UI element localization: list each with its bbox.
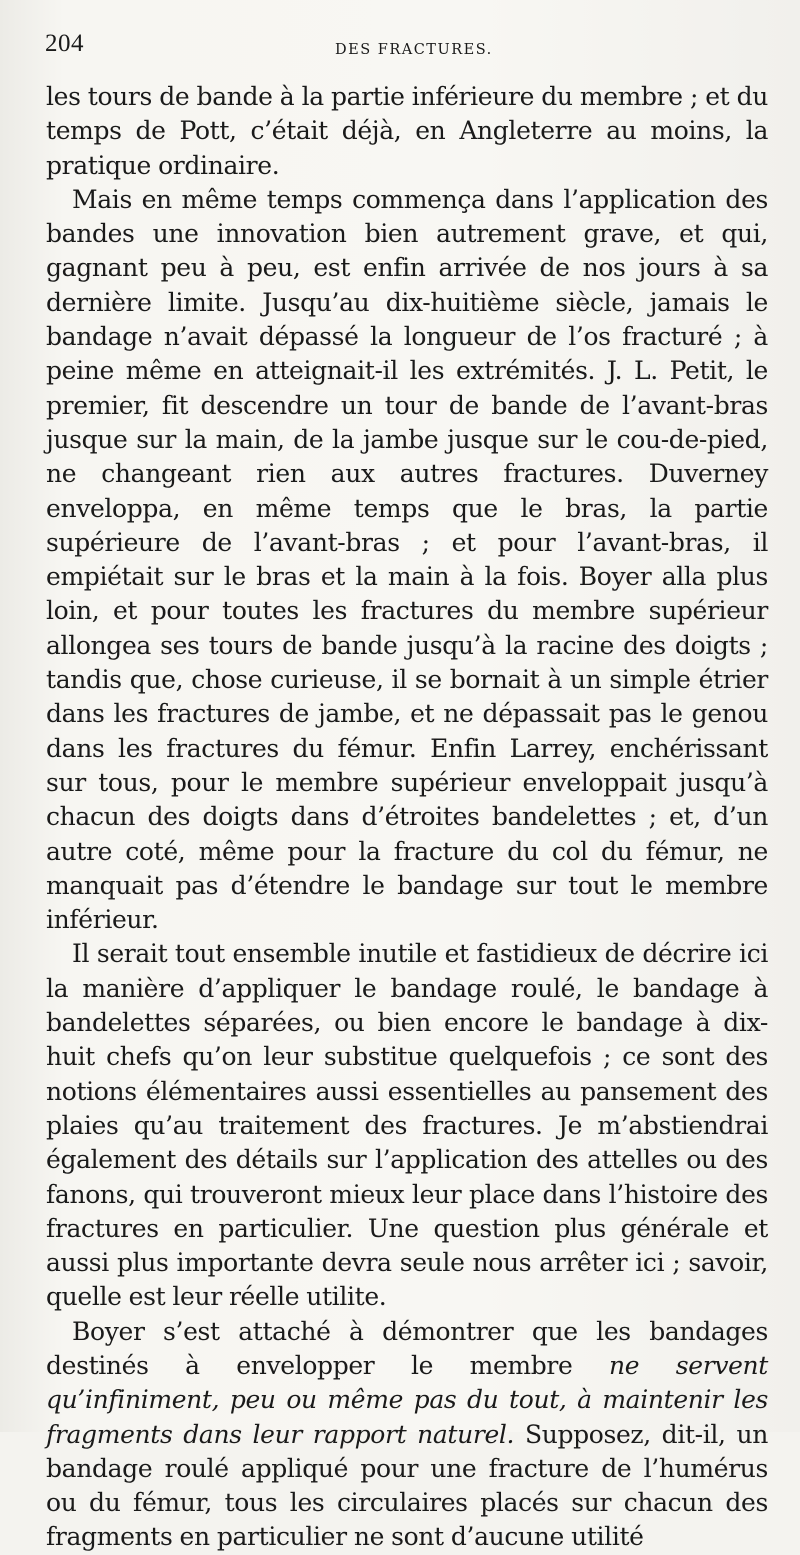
running-head: DES FRACTURES.: [335, 42, 493, 58]
paragraph-2: Mais en même temps commença dans l’application des bandes une innovation bien autrement grave, et qui, gagnant peu à peu, est enfin arrivée de nos jours à sa dernière limite. Jusqu’au dix-huitième siècle, jamais le bandage n’avait dépassé la longueur de l’os fracturé ; à peine même en atteignait-il les extrémités. J. L. Petit, le premier, fit descendre un tour de bande de l’avant-bras jusque sur la main, de la jambe jusque sur le cou-de-pied, ne changeant rien aux autres fractures. Duverney enveloppa, en même temps que le bras, la partie supérieure de l’avant-bras ; et pour l’avant-bras, il empiétait sur le bras et la main à la fois. Boyer alla plus loin, et pour toutes les fractures du membre supérieur allongea ses tours de bande jusqu’à la racine des doigts ; tandis que, chose curieuse, il se bornait à un simple étrier dans les fractures de jambe, et ne dépassait pas le genou dans les fractures du fémur. Enfin Larrey, enchérissant sur tous, pour le membre supérieur enveloppait jusqu’à chacun des doigts dans d’étroites bandelettes ; et, d’un autre coté, même pour la fracture du col du fémur, ne manquait pas d’étendre le bandage sur tout le membre inférieur.: [46, 184, 768, 935]
page-number: 204: [45, 30, 84, 57]
paragraph-3: Il serait tout ensemble inutile et fastidieux de décrire ici la manière d’appliquer le bandage roulé, le bandage à bandelettes séparées, ou bien encore le bandage à dix-huit chefs qu’on leur substitue quelquefois ; ce sont des notions élémentaires aussi essentielles au pansement des plaies qu’au traitement des fractures. Je m’abstiendrai également des détails sur l’application des attelles ou des fanons, qui trouveront mieux leur place dans l’histoire des fractures en particulier. Une question plus générale et aussi plus importante devra seule nous arrêter ici ; savoir, quelle est leur réelle utilite.: [46, 939, 768, 1312]
paragraph-4: [46, 1315, 768, 1555]
body-text: [46, 80, 768, 1555]
paragraph-4-end: Supposez, dit-il, un bandage roulé appliqué pour une fracture de l’humérus ou du fémur, tous les circulaires placés sur chacun des fragments en particulier ne sont d’aucune utilité: [46, 1419, 768, 1552]
paragraph-4-italic-quote: ne servent qu’infiniment, peu ou même pas du tout, à maintenir les fragments dans leur rapport naturel.: [46, 1350, 768, 1449]
paragraph-4-start: Boyer s’est attaché à démontrer que les bandages destinés à envelopper le membre: [46, 1316, 768, 1380]
paragraph-1: les tours de bande à la partie inférieure du membre ; et du temps de Pott, c’était déjà, en Angleterre au moins, la pratique ordinaire.: [46, 82, 768, 180]
page-header: [45, 30, 760, 70]
